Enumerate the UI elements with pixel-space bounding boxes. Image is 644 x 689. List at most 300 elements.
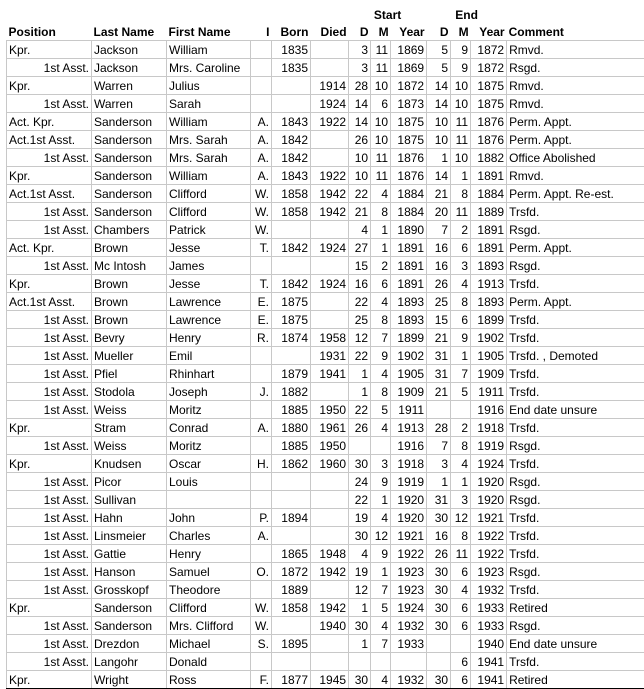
- cell-start-month: 4: [371, 671, 391, 689]
- cell-start-day: 26: [349, 419, 371, 437]
- cell-born: 1842: [272, 275, 311, 293]
- cell-start-month: 8: [371, 203, 391, 221]
- cell-last-name: Sanderson: [92, 149, 167, 167]
- cell-end-month: 11: [451, 545, 471, 563]
- cell-end-day: 14: [427, 95, 451, 113]
- cell-end-month: 6: [451, 653, 471, 671]
- cell-position: Act.1st Asst.: [7, 185, 92, 203]
- cell-position: 1st Asst.: [7, 527, 92, 545]
- cell-initial: T.: [251, 275, 272, 293]
- cell-start-month: 2: [371, 257, 391, 275]
- table-row: [7, 347, 644, 365]
- cell-last-name: Sanderson: [92, 167, 167, 185]
- cell-end-month: 8: [451, 293, 471, 311]
- cell-start-year: 1932: [391, 671, 427, 689]
- cell-start-year: 1869: [391, 59, 427, 77]
- cell-last-name: Sanderson: [92, 131, 167, 149]
- cell-last-name: Drezdon: [92, 635, 167, 653]
- table-row: [7, 149, 644, 167]
- cell-died: 1931: [311, 347, 349, 365]
- cell-last-name: Stodola: [92, 383, 167, 401]
- cell-position: Act.1st Asst.: [7, 293, 92, 311]
- cell-initial: S.: [251, 635, 272, 653]
- cell-end-year: 1923: [471, 563, 507, 581]
- cell-died: [311, 383, 349, 401]
- cell-first-name: Samuel: [167, 563, 251, 581]
- cell-born: 1874: [272, 329, 311, 347]
- cell-end-year: 1899: [471, 311, 507, 329]
- cell-comment: End date unsure: [507, 635, 644, 653]
- cell-end-month: 11: [451, 203, 471, 221]
- cell-initial: W.: [251, 185, 272, 203]
- cell-end-month: 6: [451, 563, 471, 581]
- table-row: [7, 653, 644, 671]
- cell-last-name: Warren: [92, 95, 167, 113]
- cell-first-name: Lawrence: [167, 311, 251, 329]
- keeper-roster-sheet: [6, 6, 644, 689]
- cell-start-month: 10: [371, 77, 391, 95]
- cell-last-name: Grosskopf: [92, 581, 167, 599]
- table-row: [7, 293, 644, 311]
- cell-comment: Trsfd.: [507, 329, 644, 347]
- cell-start-month: 4: [371, 419, 391, 437]
- cell-end-year: 1875: [471, 95, 507, 113]
- cell-first-name: John: [167, 509, 251, 527]
- cell-end-month: 6: [451, 671, 471, 689]
- cell-end-year: 1918: [471, 419, 507, 437]
- cell-died: 1948: [311, 545, 349, 563]
- cell-end-month: 9: [451, 41, 471, 59]
- cell-end-day: 16: [427, 257, 451, 275]
- cell-position: 1st Asst.: [7, 617, 92, 635]
- cell-first-name: Lawrence: [167, 293, 251, 311]
- cell-first-name: Joseph: [167, 383, 251, 401]
- cell-start-year: 1884: [391, 185, 427, 203]
- cell-end-day: 14: [427, 167, 451, 185]
- table-row: [7, 311, 644, 329]
- cell-first-name: Moritz: [167, 401, 251, 419]
- cell-comment: Rsgd.: [507, 59, 644, 77]
- cell-comment: Trsfd.: [507, 545, 644, 563]
- cell-last-name: Langohr: [92, 653, 167, 671]
- cell-first-name: Donald: [167, 653, 251, 671]
- table-row: [7, 437, 644, 455]
- table-row: [7, 419, 644, 437]
- cell-born: 1875: [272, 311, 311, 329]
- cell-position: 1st Asst.: [7, 149, 92, 167]
- table-row: [7, 77, 644, 95]
- cell-position: 1st Asst.: [7, 203, 92, 221]
- cell-first-name: [167, 491, 251, 509]
- cell-position: Act. Kpr.: [7, 113, 92, 131]
- cell-end-day: 16: [427, 527, 451, 545]
- cell-comment: Rmvd.: [507, 77, 644, 95]
- cell-end-year: 1876: [471, 113, 507, 131]
- cell-position: 1st Asst.: [7, 509, 92, 527]
- cell-end-year: 1941: [471, 671, 507, 689]
- cell-died: 1945: [311, 671, 349, 689]
- cell-first-name: Jesse: [167, 275, 251, 293]
- cell-start-month: 1: [371, 239, 391, 257]
- cell-last-name: Gattie: [92, 545, 167, 563]
- table-row: [7, 95, 644, 113]
- cell-start-year: 1923: [391, 581, 427, 599]
- cell-last-name: Warren: [92, 77, 167, 95]
- cell-first-name: Clifford: [167, 185, 251, 203]
- cell-end-month: 10: [451, 77, 471, 95]
- cell-first-name: Julius: [167, 77, 251, 95]
- cell-comment: Rmvd.: [507, 167, 644, 185]
- cell-end-month: 8: [451, 185, 471, 203]
- cell-position: Kpr.: [7, 455, 92, 473]
- cell-died: [311, 59, 349, 77]
- cell-end-month: 6: [451, 599, 471, 617]
- cell-last-name: Brown: [92, 275, 167, 293]
- cell-initial: [251, 95, 272, 113]
- table-row: [7, 383, 644, 401]
- cell-start-year: 1902: [391, 347, 427, 365]
- cell-end-year: 1884: [471, 185, 507, 203]
- cell-end-year: 1872: [471, 41, 507, 59]
- cell-position: 1st Asst.: [7, 311, 92, 329]
- cell-start-day: 19: [349, 509, 371, 527]
- cell-end-month: 2: [451, 221, 471, 239]
- cell-end-year: 1924: [471, 455, 507, 473]
- cell-born: 1872: [272, 563, 311, 581]
- cell-initial: [251, 59, 272, 77]
- cell-comment: Rsgd.: [507, 563, 644, 581]
- cell-died: [311, 257, 349, 275]
- cell-end-year: 1922: [471, 545, 507, 563]
- cell-end-year: 1875: [471, 77, 507, 95]
- cell-died: 1942: [311, 203, 349, 221]
- cell-initial: [251, 401, 272, 419]
- cell-born: 1858: [272, 185, 311, 203]
- cell-end-day: 1: [427, 473, 451, 491]
- cell-died: [311, 491, 349, 509]
- column-header-start-day: D: [349, 23, 371, 41]
- cell-start-month: [371, 653, 391, 671]
- cell-born: 1858: [272, 599, 311, 617]
- cell-end-day: 16: [427, 239, 451, 257]
- cell-comment: Trsfd.: [507, 419, 644, 437]
- cell-end-year: 1872: [471, 59, 507, 77]
- cell-start-year: 1891: [391, 239, 427, 257]
- cell-end-month: 1: [451, 167, 471, 185]
- cell-died: [311, 311, 349, 329]
- cell-initial: E.: [251, 311, 272, 329]
- cell-start-month: 5: [371, 401, 391, 419]
- cell-start-month: 9: [371, 545, 391, 563]
- cell-position: 1st Asst.: [7, 653, 92, 671]
- cell-start-year: [391, 653, 427, 671]
- cell-start-year: 1899: [391, 329, 427, 347]
- cell-start-month: 11: [371, 41, 391, 59]
- cell-start-day: 3: [349, 41, 371, 59]
- cell-end-day: 7: [427, 221, 451, 239]
- cell-died: [311, 527, 349, 545]
- table-row: [7, 491, 644, 509]
- cell-born: [272, 617, 311, 635]
- cell-initial: O.: [251, 563, 272, 581]
- cell-start-year: 1921: [391, 527, 427, 545]
- cell-born: 1879: [272, 365, 311, 383]
- cell-comment: Trsfd. , Demoted: [507, 347, 644, 365]
- cell-position: Act. Kpr.: [7, 239, 92, 257]
- cell-end-year: 1933: [471, 617, 507, 635]
- table-row: [7, 401, 644, 419]
- cell-position: Kpr.: [7, 671, 92, 689]
- cell-last-name: Pfiel: [92, 365, 167, 383]
- cell-last-name: Sanderson: [92, 185, 167, 203]
- cell-initial: [251, 77, 272, 95]
- cell-start-day: 22: [349, 185, 371, 203]
- table-row: [7, 203, 644, 221]
- cell-position: 1st Asst.: [7, 59, 92, 77]
- cell-born: 1885: [272, 437, 311, 455]
- cell-start-year: 1872: [391, 77, 427, 95]
- column-header-comment: Comment: [507, 23, 644, 41]
- cell-born: 1880: [272, 419, 311, 437]
- end-group-header: End: [427, 6, 507, 23]
- cell-start-day: [349, 653, 371, 671]
- cell-last-name: Hanson: [92, 563, 167, 581]
- cell-initial: [251, 473, 272, 491]
- table-row: [7, 599, 644, 617]
- cell-end-day: 1: [427, 149, 451, 167]
- cell-comment: Trsfd.: [507, 383, 644, 401]
- cell-start-day: 22: [349, 491, 371, 509]
- cell-initial: [251, 365, 272, 383]
- cell-start-day: 22: [349, 401, 371, 419]
- cell-born: 1862: [272, 455, 311, 473]
- cell-position: 1st Asst.: [7, 437, 92, 455]
- cell-start-year: 1869: [391, 41, 427, 59]
- cell-initial: [251, 581, 272, 599]
- cell-position: 1st Asst.: [7, 257, 92, 275]
- cell-end-month: 7: [451, 365, 471, 383]
- cell-died: 1942: [311, 185, 349, 203]
- cell-position: 1st Asst.: [7, 401, 92, 419]
- cell-initial: A.: [251, 113, 272, 131]
- cell-end-year: 1920: [471, 473, 507, 491]
- cell-initial: E.: [251, 293, 272, 311]
- cell-last-name: Mueller: [92, 347, 167, 365]
- table-row: [7, 365, 644, 383]
- cell-initial: [251, 653, 272, 671]
- cell-born: [272, 527, 311, 545]
- cell-end-month: 8: [451, 437, 471, 455]
- cell-born: 1842: [272, 131, 311, 149]
- cell-end-month: 3: [451, 257, 471, 275]
- column-header-end-year: Year: [471, 23, 507, 41]
- cell-died: 1960: [311, 455, 349, 473]
- cell-start-month: 4: [371, 509, 391, 527]
- cell-initial: [251, 437, 272, 455]
- cell-end-month: 6: [451, 617, 471, 635]
- cell-born: 1835: [272, 41, 311, 59]
- cell-start-month: 12: [371, 527, 391, 545]
- cell-start-day: 19: [349, 563, 371, 581]
- cell-end-day: [427, 653, 451, 671]
- cell-end-year: 1911: [471, 383, 507, 401]
- cell-end-day: 21: [427, 383, 451, 401]
- cell-first-name: Charles: [167, 527, 251, 545]
- cell-died: 1961: [311, 419, 349, 437]
- cell-first-name: Clifford: [167, 203, 251, 221]
- cell-start-year: 1875: [391, 131, 427, 149]
- cell-end-year: 1919: [471, 437, 507, 455]
- cell-born: 1895: [272, 635, 311, 653]
- table-row: [7, 221, 644, 239]
- cell-died: [311, 293, 349, 311]
- cell-start-month: 9: [371, 473, 391, 491]
- cell-end-year: 1913: [471, 275, 507, 293]
- cell-end-day: 14: [427, 77, 451, 95]
- table-row: [7, 239, 644, 257]
- cell-start-day: 1: [349, 365, 371, 383]
- cell-position: 1st Asst.: [7, 545, 92, 563]
- cell-comment: Trsfd.: [507, 581, 644, 599]
- cell-end-month: [451, 401, 471, 419]
- cell-last-name: Jackson: [92, 59, 167, 77]
- cell-initial: [251, 41, 272, 59]
- cell-position: 1st Asst.: [7, 563, 92, 581]
- table-row: [7, 167, 644, 185]
- cell-start-year: 1893: [391, 311, 427, 329]
- cell-comment: Retired: [507, 671, 644, 689]
- cell-last-name: Mc Intosh: [92, 257, 167, 275]
- cell-first-name: Louis: [167, 473, 251, 491]
- cell-start-month: 3: [371, 455, 391, 473]
- cell-died: [311, 509, 349, 527]
- cell-start-day: 14: [349, 95, 371, 113]
- cell-died: [311, 149, 349, 167]
- cell-born: 1889: [272, 581, 311, 599]
- cell-died: [311, 221, 349, 239]
- cell-initial: H.: [251, 455, 272, 473]
- cell-position: 1st Asst.: [7, 473, 92, 491]
- cell-last-name: Sanderson: [92, 617, 167, 635]
- cell-born: 1843: [272, 113, 311, 131]
- cell-position: Kpr.: [7, 419, 92, 437]
- cell-end-month: 8: [451, 527, 471, 545]
- cell-last-name: Chambers: [92, 221, 167, 239]
- cell-first-name: Rhinhart: [167, 365, 251, 383]
- cell-last-name: Weiss: [92, 401, 167, 419]
- cell-position: 1st Asst.: [7, 383, 92, 401]
- cell-first-name: Ross: [167, 671, 251, 689]
- cell-start-month: 6: [371, 275, 391, 293]
- cell-born: [272, 221, 311, 239]
- cell-first-name: Henry: [167, 545, 251, 563]
- cell-died: 1942: [311, 599, 349, 617]
- cell-born: 1875: [272, 293, 311, 311]
- cell-end-day: 31: [427, 347, 451, 365]
- cell-end-day: 28: [427, 419, 451, 437]
- cell-end-day: 25: [427, 293, 451, 311]
- table-row: [7, 473, 644, 491]
- cell-start-year: 1891: [391, 275, 427, 293]
- cell-start-year: 1876: [391, 167, 427, 185]
- table-row: [7, 41, 644, 59]
- cell-position: 1st Asst.: [7, 221, 92, 239]
- table-body: [7, 41, 644, 689]
- cell-end-day: 20: [427, 203, 451, 221]
- cell-end-day: 10: [427, 131, 451, 149]
- cell-start-day: 25: [349, 311, 371, 329]
- column-header-start-year: Year: [391, 23, 427, 41]
- cell-start-month: 10: [371, 131, 391, 149]
- column-header-last-name: Last Name: [92, 23, 167, 41]
- cell-comment: Rsgd.: [507, 437, 644, 455]
- cell-comment: Perm. Appt.: [507, 293, 644, 311]
- cell-comment: Office Abolished: [507, 149, 644, 167]
- cell-born: [272, 77, 311, 95]
- cell-start-day: 4: [349, 545, 371, 563]
- table-row: [7, 509, 644, 527]
- cell-end-year: 1933: [471, 599, 507, 617]
- column-header-start-month: M: [371, 23, 391, 41]
- cell-born: [272, 491, 311, 509]
- cell-position: 1st Asst.: [7, 365, 92, 383]
- table-row: [7, 545, 644, 563]
- cell-initial: A.: [251, 131, 272, 149]
- cell-born: 1842: [272, 149, 311, 167]
- column-header-row: [7, 23, 644, 41]
- cell-end-year: 1905: [471, 347, 507, 365]
- cell-end-day: 31: [427, 365, 451, 383]
- cell-end-year: 1941: [471, 653, 507, 671]
- table-row: [7, 581, 644, 599]
- cell-initial: F.: [251, 671, 272, 689]
- cell-end-month: 11: [451, 113, 471, 131]
- cell-start-day: 27: [349, 239, 371, 257]
- cell-start-day: 14: [349, 113, 371, 131]
- cell-died: 1950: [311, 437, 349, 455]
- cell-first-name: Michael: [167, 635, 251, 653]
- cell-comment: Trsfd.: [507, 203, 644, 221]
- cell-end-year: 1889: [471, 203, 507, 221]
- cell-comment: Trsfd.: [507, 365, 644, 383]
- cell-end-day: 7: [427, 437, 451, 455]
- cell-comment: Trsfd.: [507, 275, 644, 293]
- cell-end-month: 9: [451, 59, 471, 77]
- cell-initial: P.: [251, 509, 272, 527]
- cell-position: 1st Asst.: [7, 491, 92, 509]
- cell-born: [272, 473, 311, 491]
- cell-first-name: Mrs. Caroline: [167, 59, 251, 77]
- cell-comment: Rsgd.: [507, 257, 644, 275]
- cell-born: 1843: [272, 167, 311, 185]
- cell-start-month: 9: [371, 347, 391, 365]
- cell-first-name: William: [167, 113, 251, 131]
- cell-comment: Perm. Appt.: [507, 239, 644, 257]
- cell-first-name: William: [167, 167, 251, 185]
- cell-end-month: 6: [451, 311, 471, 329]
- cell-end-day: 30: [427, 563, 451, 581]
- cell-end-year: 1893: [471, 257, 507, 275]
- cell-end-month: 9: [451, 329, 471, 347]
- cell-died: [311, 581, 349, 599]
- cell-end-year: 1932: [471, 581, 507, 599]
- cell-start-year: 1893: [391, 293, 427, 311]
- cell-start-year: 1933: [391, 635, 427, 653]
- cell-end-month: 3: [451, 491, 471, 509]
- cell-died: 1922: [311, 113, 349, 131]
- cell-start-month: 11: [371, 167, 391, 185]
- cell-start-day: 12: [349, 581, 371, 599]
